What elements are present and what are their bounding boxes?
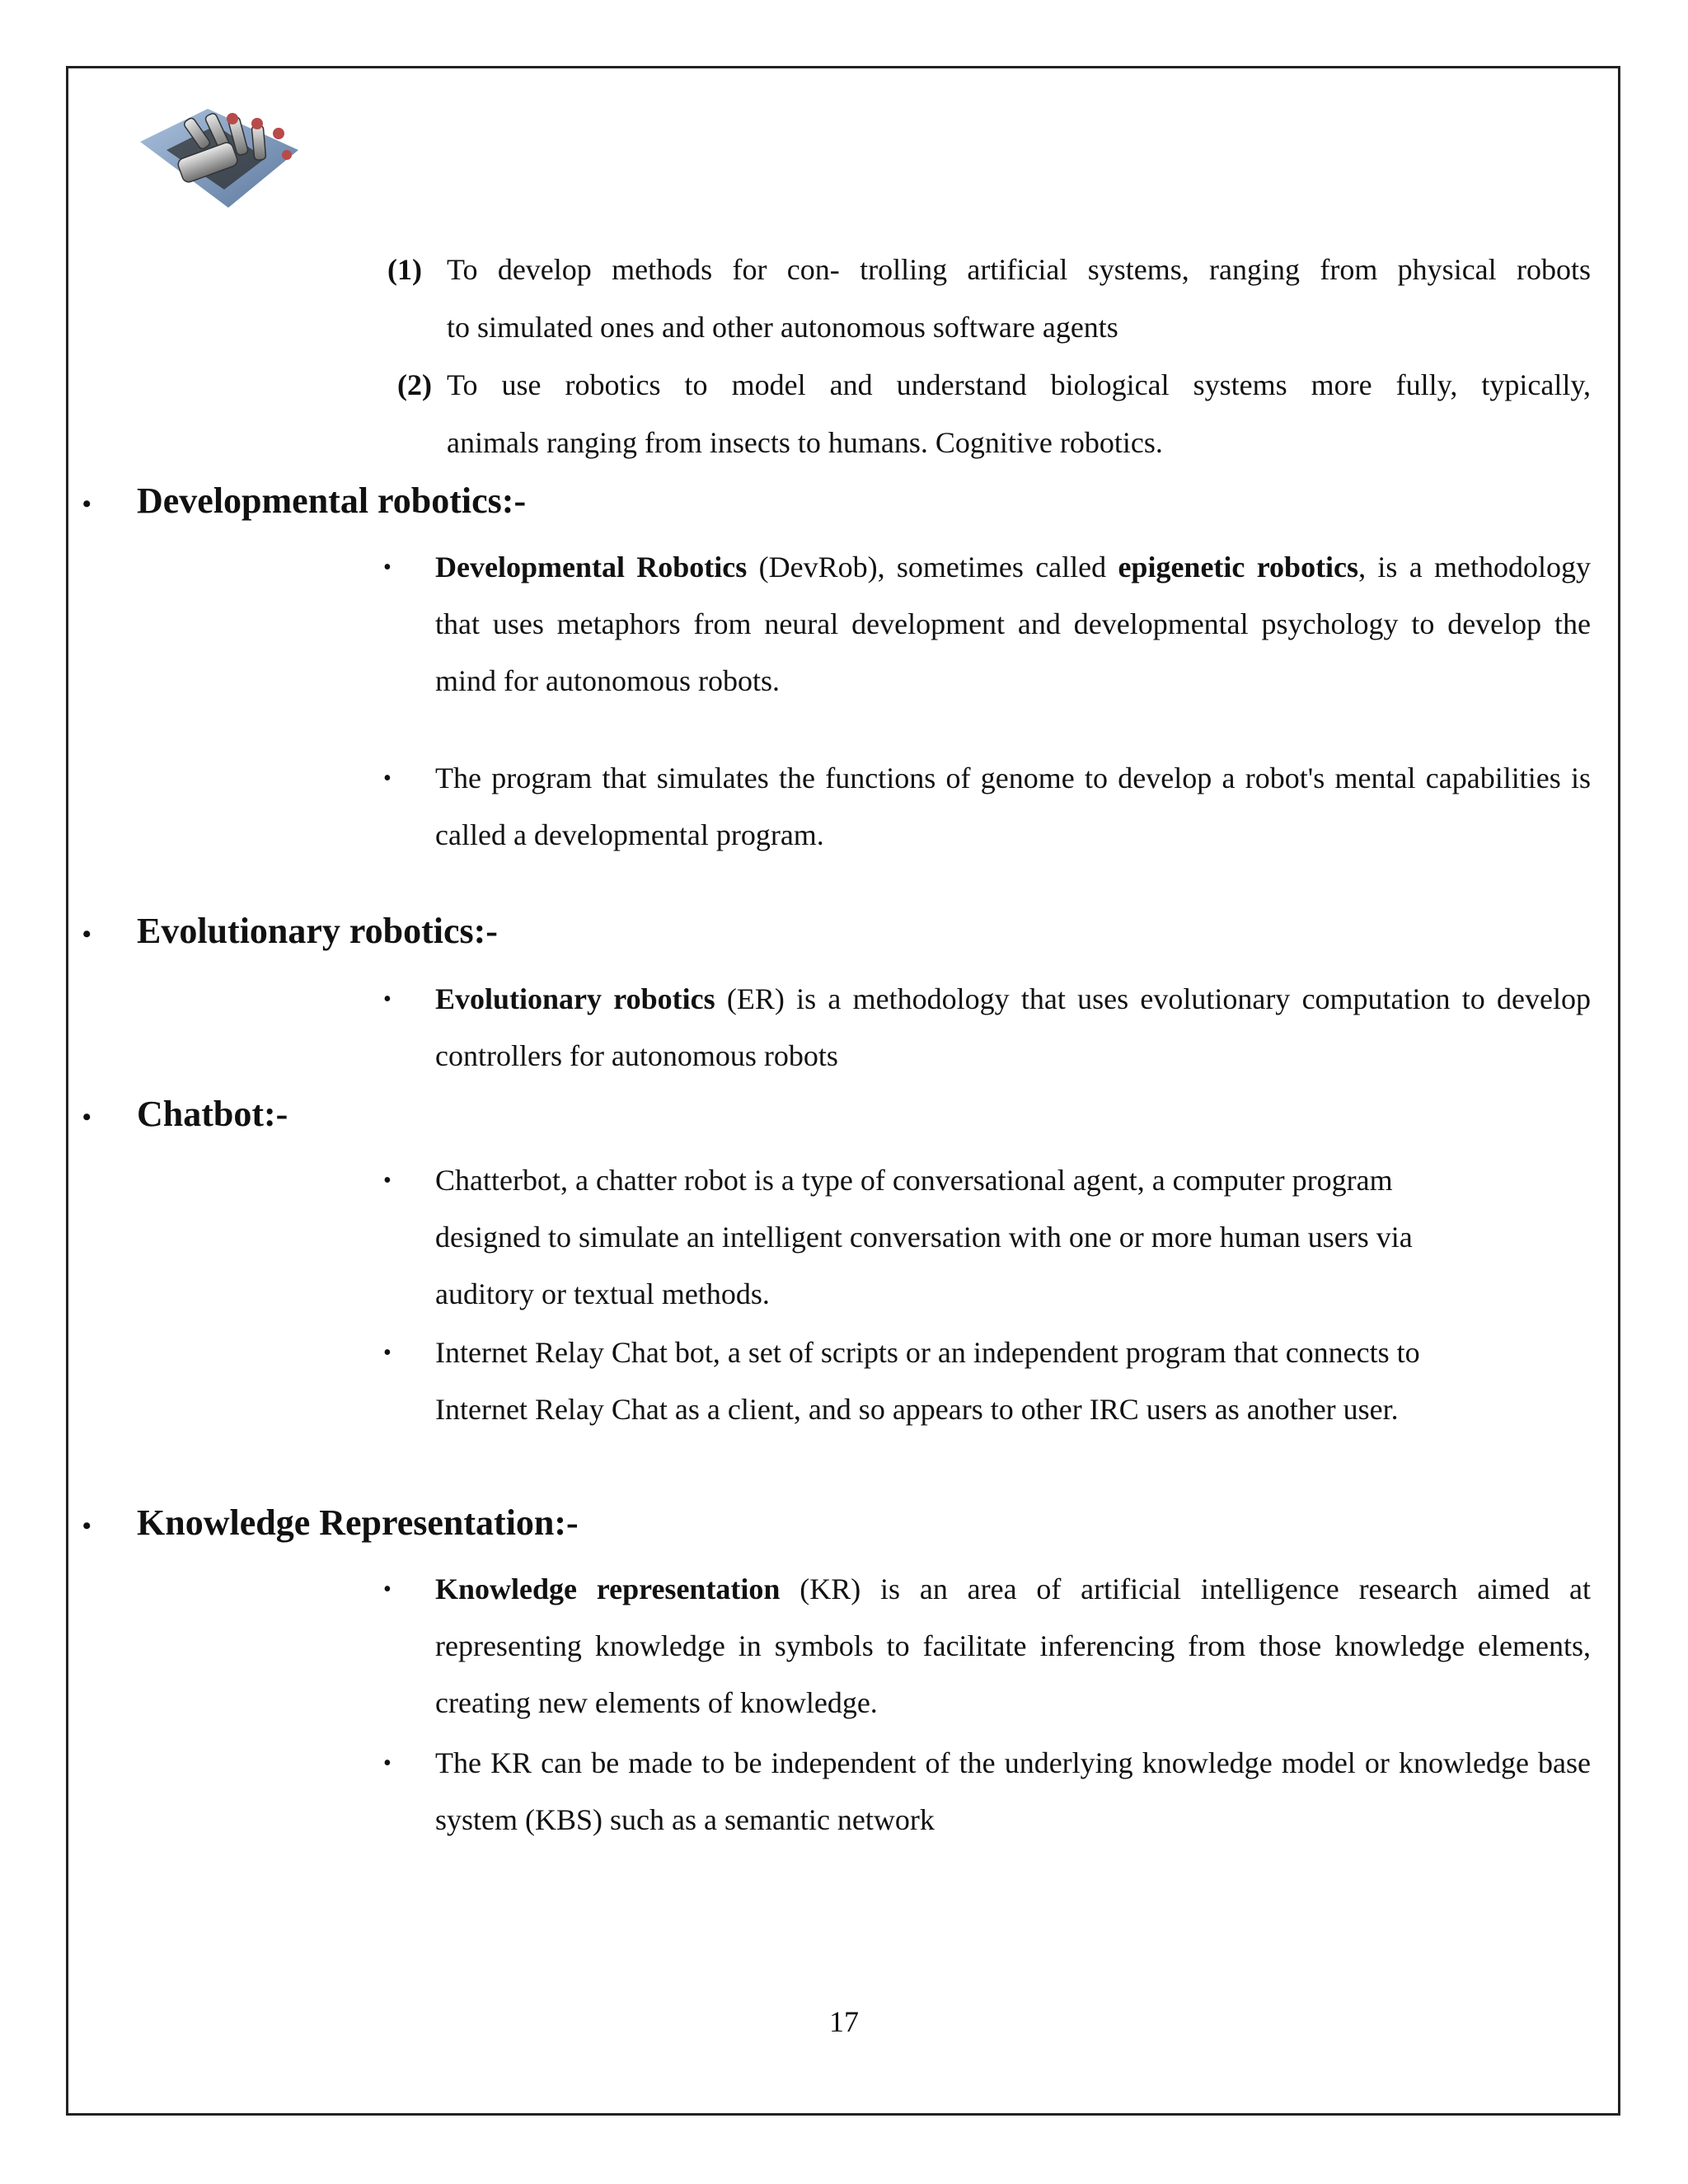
- bold-term: epigenetic robotics: [1118, 551, 1359, 583]
- item-line: To develop methods for con- trolling artificial systems, ranging from physical robots: [447, 253, 1591, 286]
- bullet: •: [383, 1577, 392, 1602]
- bold-term: Evolutionary robotics: [435, 982, 715, 1015]
- bullet: •: [82, 920, 91, 948]
- bullet-item: [383, 1324, 1591, 1438]
- heading-text: Evolutionary robotics:-: [137, 911, 498, 951]
- text-run: (ER) is a methodology that uses evolutionary computation to develop controllers for autonomous robots: [435, 982, 1592, 1072]
- bullet-text: [435, 971, 1591, 1085]
- numbered-item-1: [387, 241, 1591, 356]
- text-run: , is a methodology that uses metaphors from neural development and developmental psychology to develop the mind for autonomous robots.: [435, 551, 1591, 697]
- bullet: •: [383, 555, 392, 580]
- heading-text: Developmental robotics:-: [137, 480, 527, 521]
- bullet-item: [383, 539, 1591, 710]
- text-run: (KR) is an area of artificial intelligence research aimed at representing knowledge in symbols to facilitate inferencing from those knowledge elements, creating new elements of knowledge.: [435, 1572, 1591, 1719]
- bullet-item: [383, 1561, 1591, 1732]
- text-line: Internet Relay Chat as a client, and so appears to other IRC users as another user.: [435, 1393, 1399, 1426]
- section-heading-knowledge: [82, 1498, 579, 1551]
- heading-text: Chatbot:-: [137, 1094, 288, 1134]
- section-heading-developmental: [82, 476, 526, 529]
- bullet-text: [435, 1152, 1591, 1323]
- heading-text: Knowledge Representation:-: [137, 1502, 579, 1543]
- bullet: •: [383, 987, 392, 1012]
- bullet: •: [82, 1103, 91, 1131]
- bullet: •: [383, 766, 392, 791]
- bullet: •: [383, 1340, 392, 1366]
- bullet-item: [383, 971, 1591, 1085]
- numbered-item-2: [387, 356, 1591, 471]
- text-line: Chatterbot, a chatter robot is a type of conversational agent, a computer program: [435, 1164, 1393, 1197]
- bullet-text: The KR can be made to be independent of the underlying knowledge model or knowledge base system (KBS) such as a semantic network: [435, 1746, 1591, 1836]
- section-heading-chatbot: [82, 1090, 288, 1142]
- text-line: designed to simulate an intelligent conversation with one or more human users via: [435, 1221, 1413, 1254]
- item-line: animals ranging from insects to humans. Cognitive robotics.: [447, 426, 1163, 459]
- bullet-text: The program that simulates the functions of genome to develop a robot's mental capabilities is called a developmental program.: [435, 762, 1591, 851]
- item-line: To use robotics to model and understand biological systems more fully, typically,: [447, 368, 1591, 401]
- bullet: •: [383, 1168, 392, 1193]
- text-line: auditory or textual methods.: [435, 1277, 770, 1310]
- bullet: •: [82, 1511, 91, 1540]
- bold-term: Knowledge representation: [435, 1572, 781, 1605]
- section-heading-evolutionary: [82, 907, 498, 959]
- bullet-item: [383, 750, 1591, 864]
- item-marker: (1): [387, 253, 422, 286]
- robot-hand-logo-icon: [134, 92, 307, 216]
- bullet: •: [383, 1750, 392, 1776]
- item-marker: (2): [397, 368, 432, 401]
- item-line: to simulated ones and other autonomous software agents: [447, 311, 1118, 344]
- bullet-item: [383, 1152, 1591, 1323]
- bullet: •: [82, 490, 91, 518]
- bullet-item: [383, 1735, 1591, 1849]
- text-line: Internet Relay Chat bot, a set of scripts or an independent program that connects to: [435, 1336, 1420, 1369]
- text-run: (DevRob), sometimes called: [747, 551, 1118, 583]
- bullet-text: [435, 1561, 1591, 1732]
- bold-term: Developmental Robotics: [435, 551, 748, 583]
- bullet-text: [435, 1324, 1591, 1438]
- page-number: 17: [829, 2005, 859, 2038]
- bullet-text: [435, 539, 1591, 710]
